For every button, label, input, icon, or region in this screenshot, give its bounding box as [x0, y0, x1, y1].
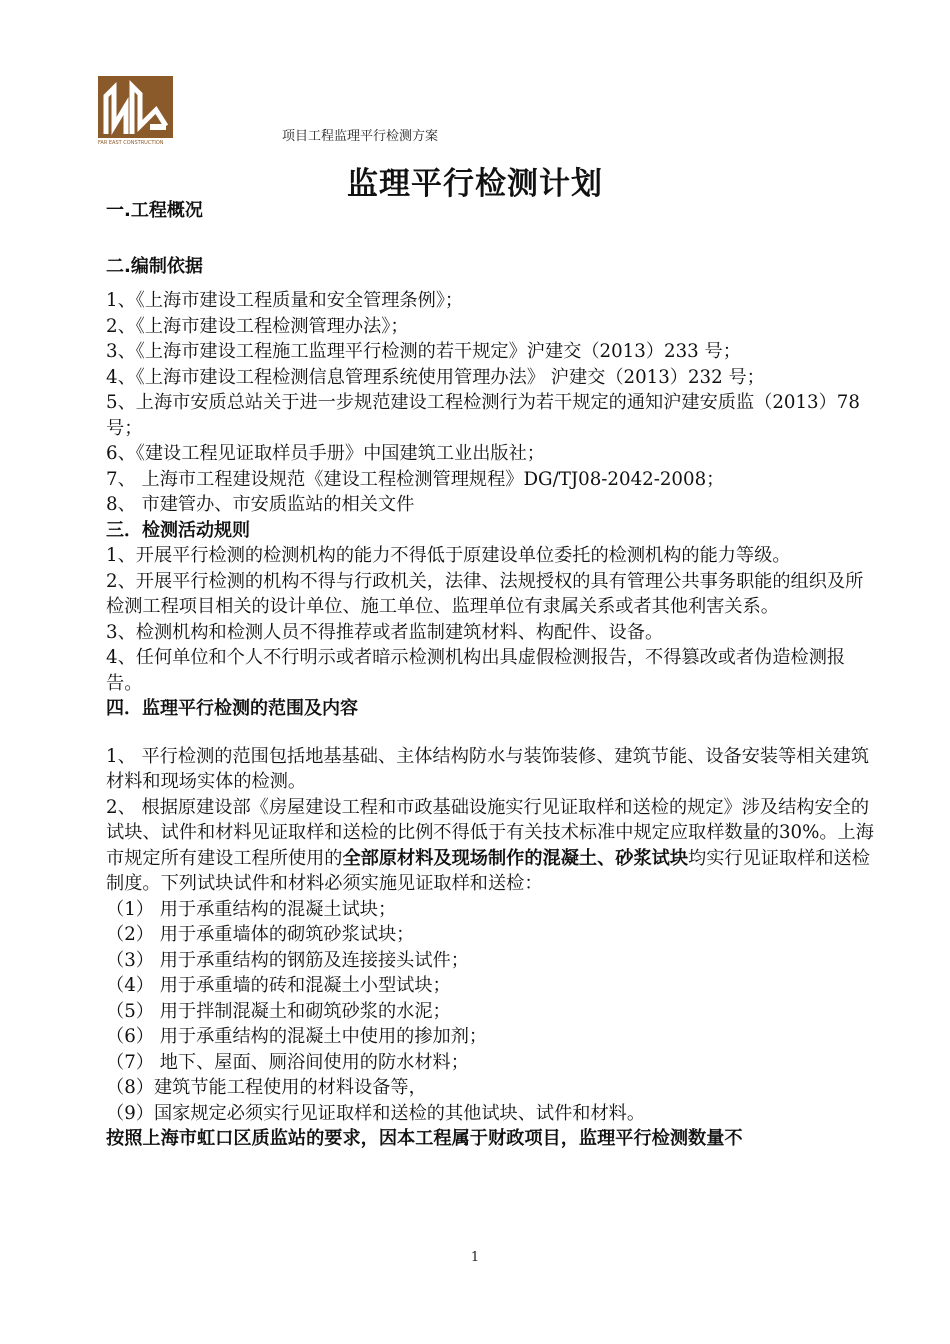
basis-item: 4、《上海市建设工程检测信息管理系统使用管理办法》 沪建交（2013）232 号； [106, 366, 765, 388]
sample-list-item: （1） 用于承重结构的混凝土试块； [106, 898, 397, 920]
basis-item: 5、上海市安质总站关于进一步规范建设工程检测行为若干规定的通知沪建安质监（2013）78 号； [106, 392, 860, 439]
sample-list-item: （2） 用于承重墙体的砌筑砂浆试块； [106, 924, 415, 945]
scope-paragraph-2-start: 2、 根据原建设部《房屋建设工程和市政基础设施实行见证取样和送检的规定》涉及结构安全的试块、试件和材料见证取样和送检的比例不得低于有关技术标准中规定应取样数量的30%。上海市规定所有建设工程所使用的 [106, 796, 874, 869]
page-number: 1 [470, 1250, 480, 1265]
rule-item: 3、检测机构和检测人员不得推荐或者监制建筑材料、构配件、设备。 [106, 621, 664, 643]
basis-item: 1、《上海市建设工程质量和安全管理条例》； [106, 290, 464, 311]
sample-list-item: （8）建筑节能工程使用的材料设备等， [106, 1077, 427, 1098]
document-body [106, 198, 876, 1152]
basis-item: 3、《上海市建设工程施工监理平行检测的若干规定》沪建交（2013）233 号； [106, 341, 741, 362]
sample-list-item: （4） 用于承重墙的砖和混凝土小型试块； [106, 975, 451, 996]
sample-list-item: （9）国家规定必须实行见证取样和送检的其他试块、试件和材料。 [106, 1102, 646, 1124]
basis-item: 7、 上海市工程建设规范《建设工程检测管理规程》DG/TJ08-2042-2008； [106, 468, 725, 490]
scope-paragraph-1: 1、 平行检测的范围包括地基基础、主体结构防水与装饰装修、建筑节能、设备安装等相关建筑材料和现场实体的检测。 [106, 745, 870, 792]
closing-statement: 按照上海市虹口区质监站的要求，因本工程属于财政项目，监理平行检测数量不 [106, 1128, 743, 1149]
sample-list-item: （7） 地下、屋面、厕浴间使用的防水材料； [106, 1051, 469, 1073]
rule-item: 2、开展平行检测的机构不得与行政机关，法律、法规授权的具有管理公共事务职能的组织及所检测工程项目相关的设计单位、施工单位、监理单位有隶属关系或者其他利害关系。 [106, 570, 864, 617]
basis-item: 6、《建设工程见证取样员手册》中国建筑工业出版社； [106, 443, 545, 464]
sample-list-item: （3） 用于承重结构的钢筋及连接接头试件； [106, 949, 469, 971]
section-heading-basis: 二.编制依据 [106, 255, 203, 277]
logo-text: FAR EAST CONSTRUCTION [98, 140, 164, 146]
section-heading-rules: 三．检测活动规则 [106, 519, 250, 541]
scope-paragraph-2-emphasis: 全部原材料及现场制作的混凝土、砂浆试块 [342, 847, 689, 869]
document-title: 监理平行检测计划 [347, 166, 603, 202]
scope-paragraph-2 [106, 795, 876, 897]
section-heading-overview: 一.工程概况 [106, 200, 203, 221]
sample-list-item: （5） 用于拌制混凝土和砌筑砂浆的水泥； [106, 1000, 451, 1022]
basis-item: 8、 市建管办、市安质监站的相关文件 [106, 494, 415, 515]
running-header: 项目工程监理平行检测方案 [282, 129, 439, 144]
scope-paragraph-2-end: 均实行见证取样和送检制度。下列试块试件和材料必须实施见证取样和送检： [106, 847, 870, 894]
company-logo [98, 76, 173, 146]
rule-item: 4、任何单位和个人不行明示或者暗示检测机构出具虚假检测报告，不得篡改或者伪造检测报告。 [106, 647, 846, 694]
sample-list-item: （6） 用于承重结构的混凝土中使用的掺加剂； [106, 1026, 488, 1047]
basis-item: 2、《上海市建设工程检测管理办法》； [106, 315, 409, 337]
section-heading-scope: 四．监理平行检测的范围及内容 [106, 698, 358, 719]
rule-item: 1、开展平行检测的检测机构的能力不得低于原建设单位委托的检测机构的能力等级。 [106, 545, 791, 566]
